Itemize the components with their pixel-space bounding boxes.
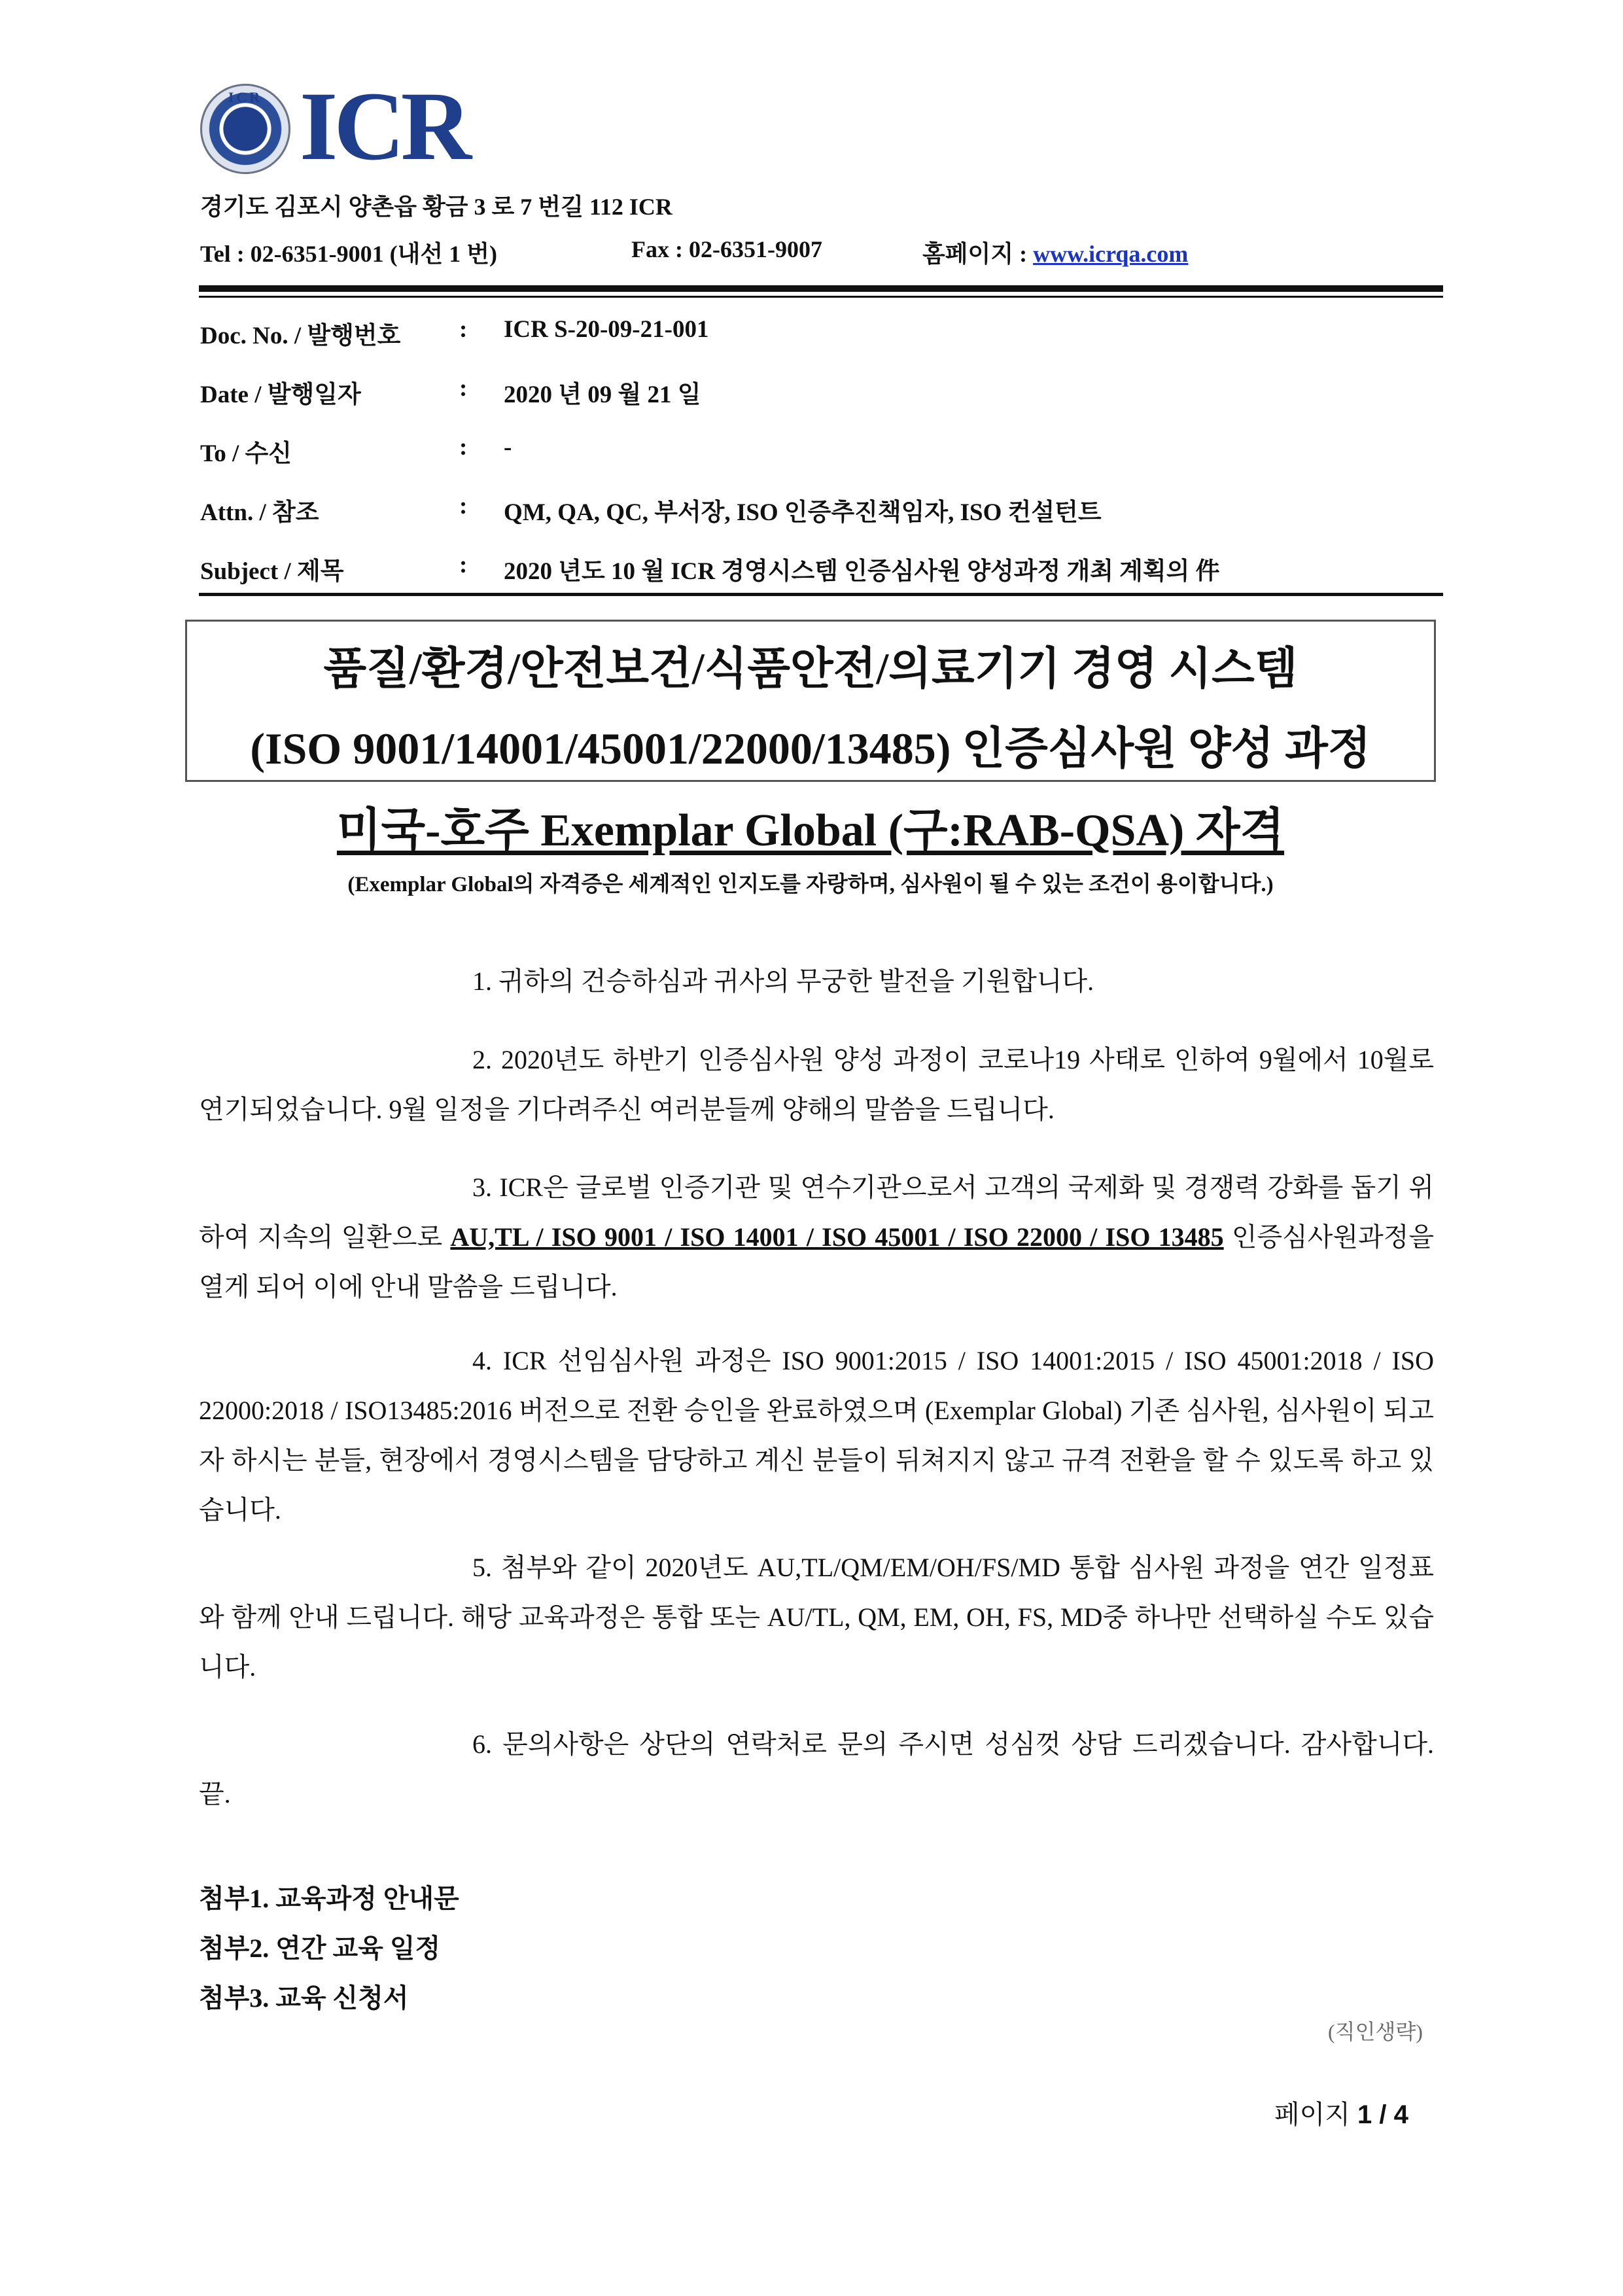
meta-colon: : — [459, 434, 468, 461]
title-line-1: 품질/환경/안전보건/식품안전/의료기기 경영 시스템 — [323, 644, 1298, 694]
attachment-3: 첨부3. 교육 신청서 — [199, 1983, 409, 2013]
logo-seal-icon — [200, 84, 290, 174]
meta-value-attn: QM, QA, QC, 부서장, ISO 인증추진책임자, ISO 컨설턴트 — [504, 499, 1102, 526]
meta-value-subject: 2020 년도 10 월 ICR 경영시스템 인증심사원 양성과정 개최 계획의 件 — [504, 558, 1220, 585]
page-label: 페이지 — [1274, 2100, 1350, 2129]
company-fax: Fax : 02-6351-9007 — [631, 236, 822, 262]
meta-value-doc-no: ICR S-20-09-21-001 — [504, 316, 709, 343]
paragraph-3 — [199, 1163, 1434, 1312]
paragraph-6-text: 6. 문의사항은 상단의 연락처로 문의 주시면 성심껏 상담 드리겠습니다. 감사합니다. 끝. — [199, 1729, 1434, 1809]
attachment-2: 첨부2. 연간 교육 일정 — [199, 1934, 441, 1963]
company-address: 경기도 김포시 양촌읍 황금 3 로 7 번길 112 ICR — [200, 194, 672, 220]
homepage — [922, 236, 1188, 269]
meta-colon: : — [459, 375, 468, 402]
meta-colon: : — [459, 316, 468, 343]
meta-label-subject: Subject / 제목 — [200, 558, 344, 585]
paragraph-1-text: 1. 귀하의 건승하심과 귀사의 무궁한 발전을 기원합니다. — [472, 966, 1094, 996]
title-line-2: (ISO 9001/14001/45001/22000/13485) 인증심사원 양성 과정 — [250, 724, 1371, 773]
meta-label-to: To / 수신 — [200, 440, 292, 467]
meta-label-date: Date / 발행일자 — [200, 381, 361, 408]
paragraph-4-text: 4. ICR 선임심사원 과정은 ISO 9001:2015 / ISO 14001:2015 / ISO 45001:2018 / ISO 22000:2018 / ISO13485:2016 버전으로 전환 승인을 완료하였으며 (Exemplar Global) 기존 심사원, 심사원이 되고자 하시는 분들, 현장에서 경영시스템을 담당하고 계신 분들이 뒤쳐지지 않고 규격 전환을 할 수 있도록 하고 있습니다. — [199, 1346, 1434, 1525]
paragraph-5 — [199, 1543, 1434, 1692]
paragraph-5-text: 5. 첨부와 같이 2020년도 AU,TL/QM/EM/OH/FS/MD 통합 심사원 과정을 연간 일정표와 함께 안내 드립니다. 해당 교육과정은 통합 또는 AU/TL, QM, EM, OH, FS, MD중 하나만 선택하실 수도 있습니다. — [199, 1553, 1434, 1682]
homepage-link[interactable]: www.icrqa.com — [1033, 241, 1189, 267]
meta-colon: : — [459, 493, 468, 520]
paragraph-1 — [199, 957, 1434, 1006]
paragraph-6 — [199, 1720, 1434, 1819]
paragraph-2-text: 2. 2020년도 하반기 인증심사원 양성 과정이 코로나19 사태로 인하여 9월에서 10월로 연기되었습니다. 9월 일정을 기다려주신 여러분들께 양해의 말씀을 드립니다. — [199, 1045, 1434, 1124]
page-number — [1274, 2094, 1408, 2131]
qualification-note: (Exemplar Global의 자격증은 세계적인 인지도를 자랑하며, 심사원이 될 수 있는 조건이 용이합니다.) — [347, 873, 1274, 896]
meta-label-attn: Attn. / 참조 — [200, 499, 319, 526]
meta-label-doc-no: Doc. No. / 발행번호 — [200, 323, 401, 349]
header-divider-thick — [199, 285, 1443, 292]
attachment-1: 첨부1. 교육과정 안내문 — [199, 1884, 459, 1913]
seal-omission-note: (직인생략) — [1328, 2020, 1423, 2043]
company-tel: Tel : 02-6351-9001 (내선 1 번) — [200, 241, 497, 267]
header-divider-thin — [199, 296, 1443, 298]
paragraph-3-text: 3. ICR은 글로벌 인증기관 및 연수기관으로서 고객의 국제화 및 경쟁력 강화를 돕기 위하여 지속의 일환으로 — [199, 1173, 1434, 1252]
meta-value-date: 2020 년 09 월 21 일 — [504, 381, 701, 408]
paragraph-4 — [199, 1336, 1434, 1535]
logo-seal-text: ICR — [228, 89, 263, 105]
paragraph-3-standards: AU,TL / ISO 9001 / ISO 14001 / ISO 45001 / ISO 22000 / ISO 13485 — [450, 1222, 1224, 1252]
logo-wordmark: ICR — [300, 72, 468, 181]
page-count: 1 / 4 — [1357, 2100, 1408, 2129]
homepage-label: 홈페이지 : — [922, 241, 1028, 267]
paragraph-3-text-end: 인증심사원과정을 열게 되어 이에 안내 말씀을 드립니다. — [199, 1222, 1435, 1301]
paragraph-2 — [199, 1035, 1434, 1135]
meta-divider — [199, 593, 1443, 596]
qualification-subtitle: 미국-호주 Exemplar Global (구:RAB-QSA) 자격 — [336, 805, 1285, 856]
meta-value-to: - — [504, 434, 512, 461]
meta-colon: : — [459, 552, 468, 578]
